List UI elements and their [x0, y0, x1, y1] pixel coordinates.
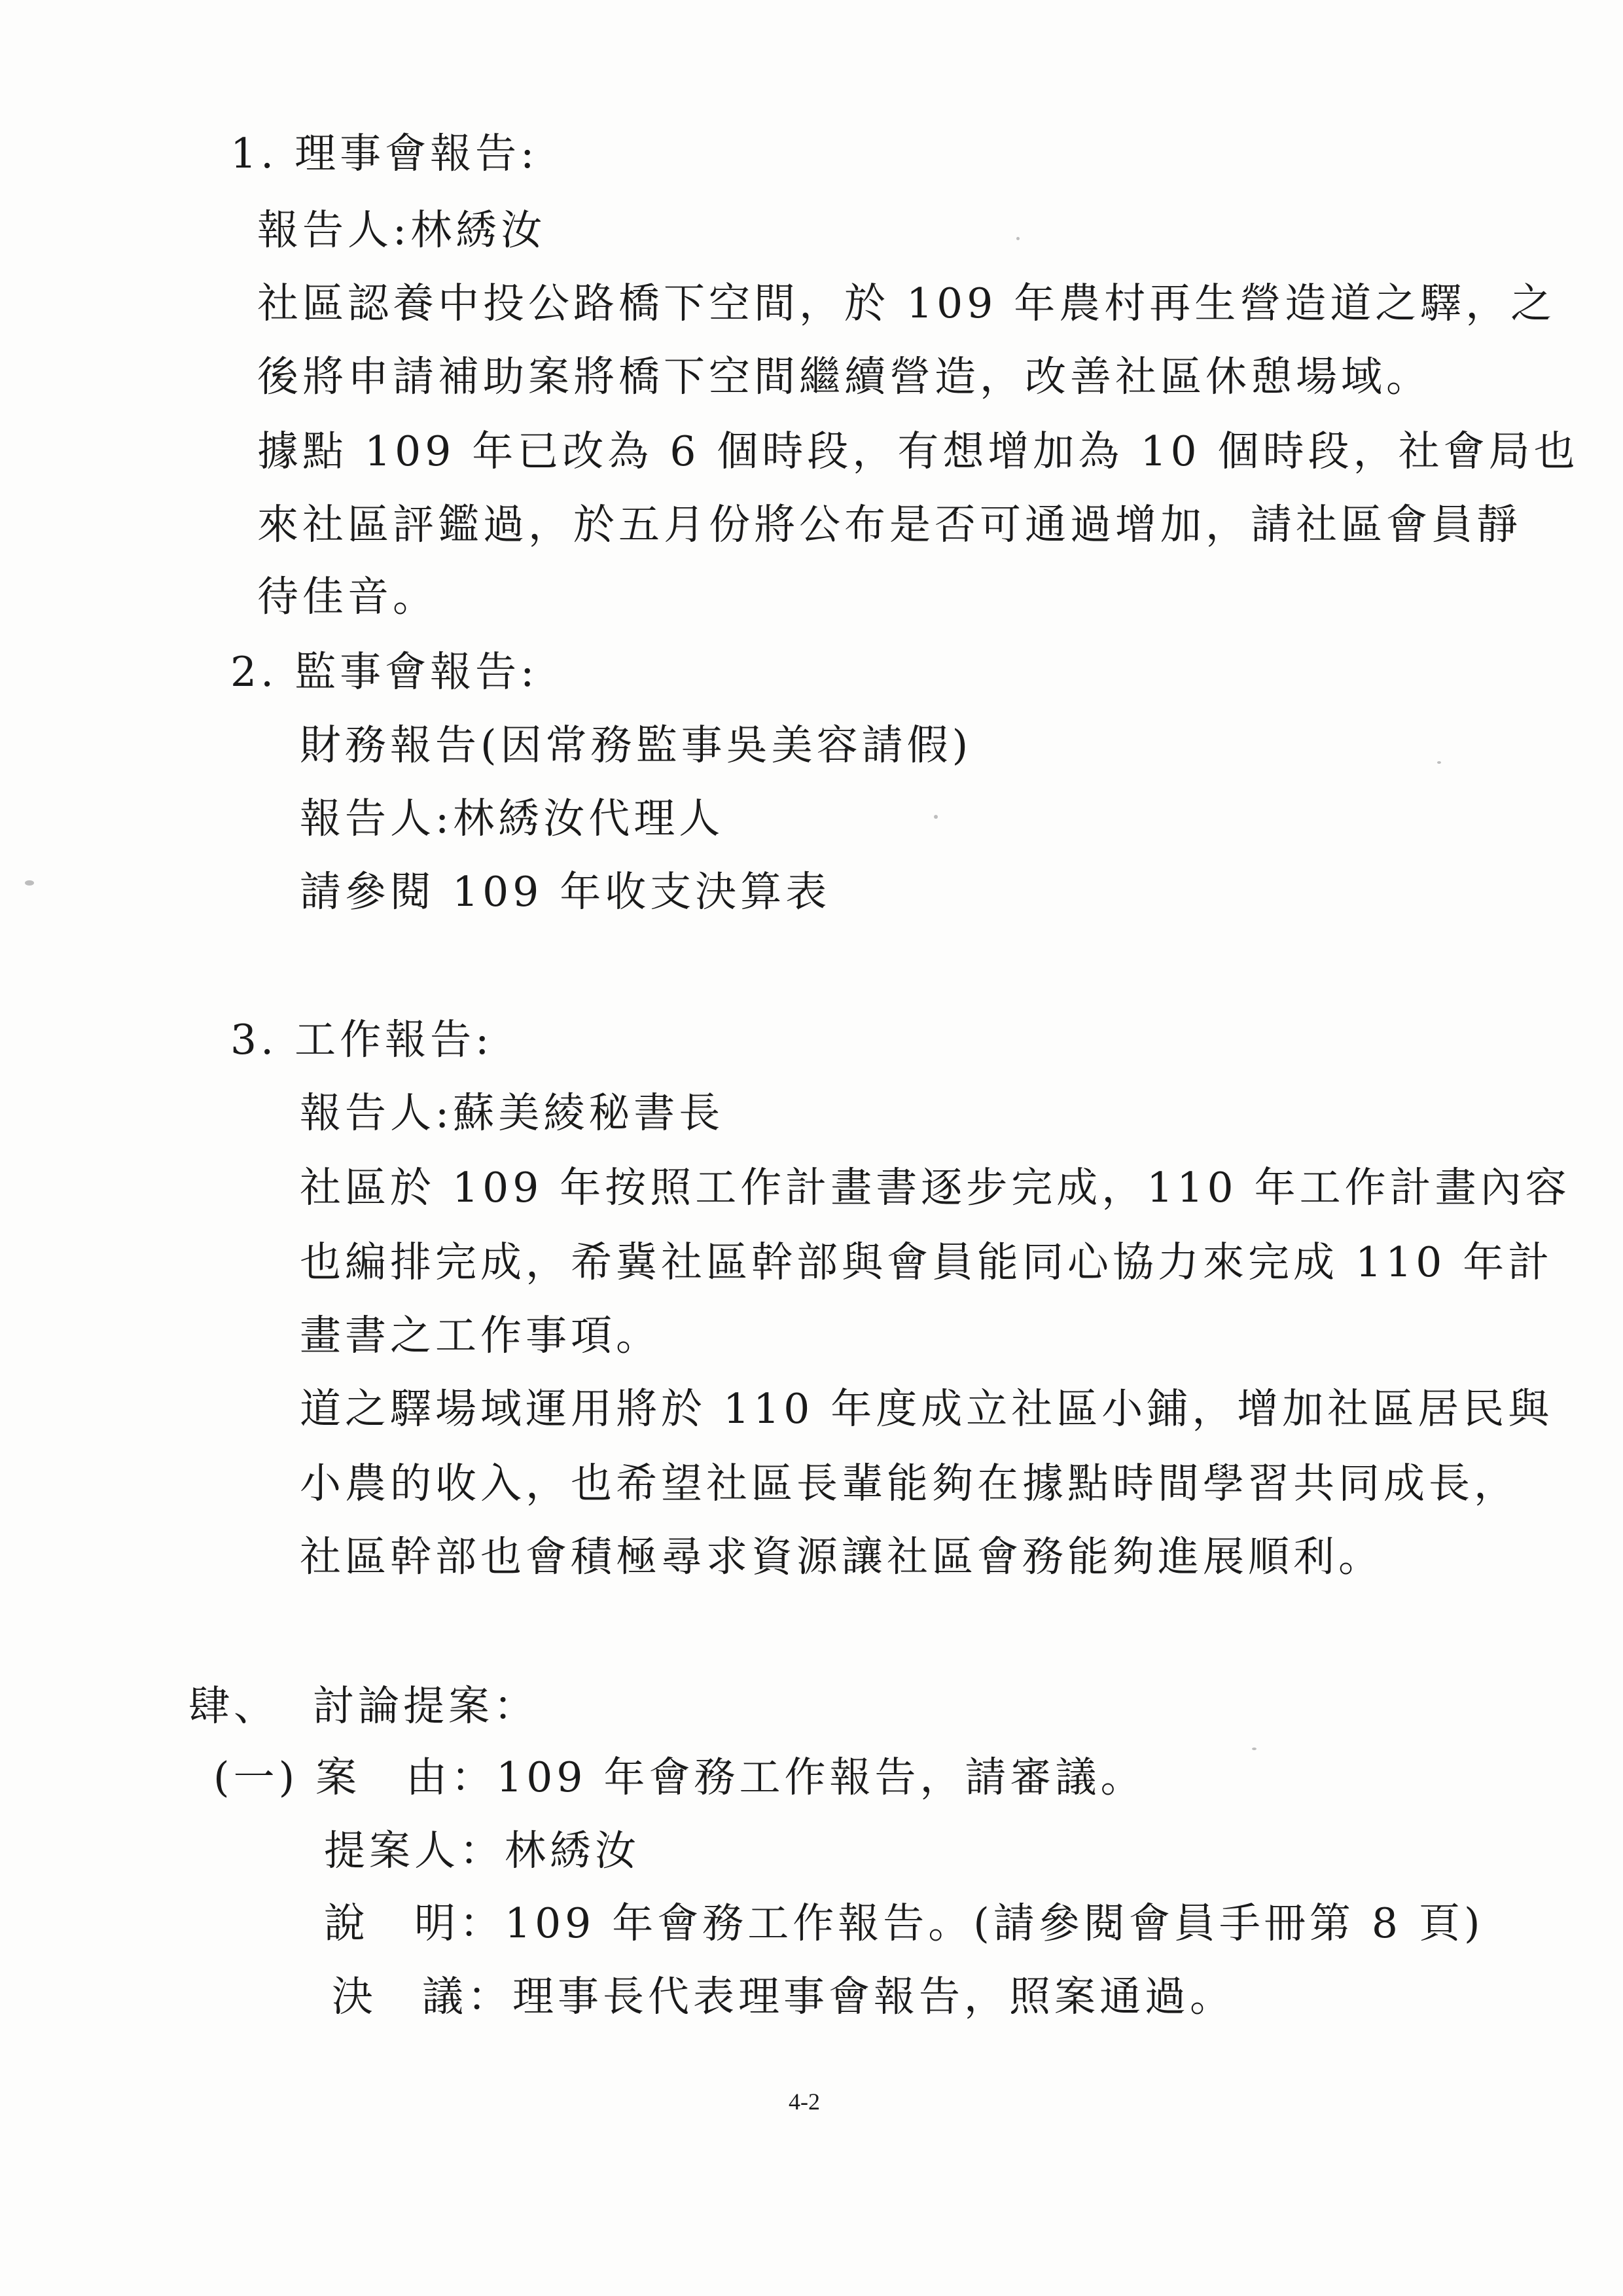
section2-heading: 2. 監事會報告:: [230, 648, 539, 696]
scan-speck: [25, 880, 34, 886]
section3-reporter: 報告人:蘇美綾秘書長: [300, 1089, 724, 1137]
scan-speck: [1437, 761, 1441, 764]
section3-line-6: 社區幹部也會積極尋求資源讓社區會務能夠進展順利。: [300, 1533, 1383, 1581]
scan-speck: [1252, 1748, 1257, 1750]
section1-line-3: 據點 109 年已改為 6 個時段，有想增加為 10 個時段，社會局也: [257, 427, 1579, 475]
section3-line-3: 畫書之工作事項。: [300, 1312, 661, 1359]
section2-line-1: 財務報告(因常務監事吳美容請假): [300, 721, 972, 769]
section1-reporter: 報告人:林綉汝: [257, 206, 546, 254]
section2-line-3: 請參閱 109 年收支決算表: [300, 868, 831, 916]
page-number: 4-2: [789, 2089, 820, 2115]
section3-line-1: 社區於 109 年按照工作計畫書逐步完成，110 年工作計畫內容: [300, 1164, 1571, 1211]
section1-line-4: 來社區評鑑過，於五月份將公布是否可通過增加，請社區會員靜: [257, 501, 1522, 548]
section2-line-2: 報告人:林綉汝代理人: [300, 795, 724, 842]
proposal-explanation: 說 明：109 年會務工作報告。(請參閱會員手冊第 8 頁): [324, 1899, 1484, 1947]
scan-speck: [934, 815, 938, 819]
section1-line-1: 社區認養中投公路橋下空間，於 109 年農村再生營造道之驛，之: [257, 279, 1556, 327]
section1-heading: 1. 理事會報告:: [230, 130, 539, 177]
section3-line-5: 小農的收入，也希望社區長輩能夠在據點時間學習共同成長，: [300, 1460, 1519, 1507]
scan-speck: [1016, 237, 1020, 240]
section3-line-4: 道之驛場域運用將於 110 年度成立社區小鋪，增加社區居民與: [300, 1385, 1554, 1433]
section1-line-2: 後將申請補助案將橋下空間繼續營造，改善社區休憩場域。: [257, 353, 1431, 401]
section3-heading: 3. 工作報告:: [230, 1016, 493, 1064]
section3-line-2: 也編排完成，希冀社區幹部與會員能同心協力來完成 110 年計: [300, 1238, 1554, 1286]
section4-heading: 肆、 討論提案：: [188, 1682, 539, 1730]
proposal-proposer: 提案人：林綉汝: [324, 1827, 640, 1874]
proposal-resolution: 決 議：理事長代表理事會報告，照案通過。: [332, 1973, 1235, 2020]
section1-line-5: 待佳音。: [257, 573, 438, 620]
proposal-case: (一) 案 由：109 年會務工作報告，請審議。: [213, 1753, 1146, 1801]
